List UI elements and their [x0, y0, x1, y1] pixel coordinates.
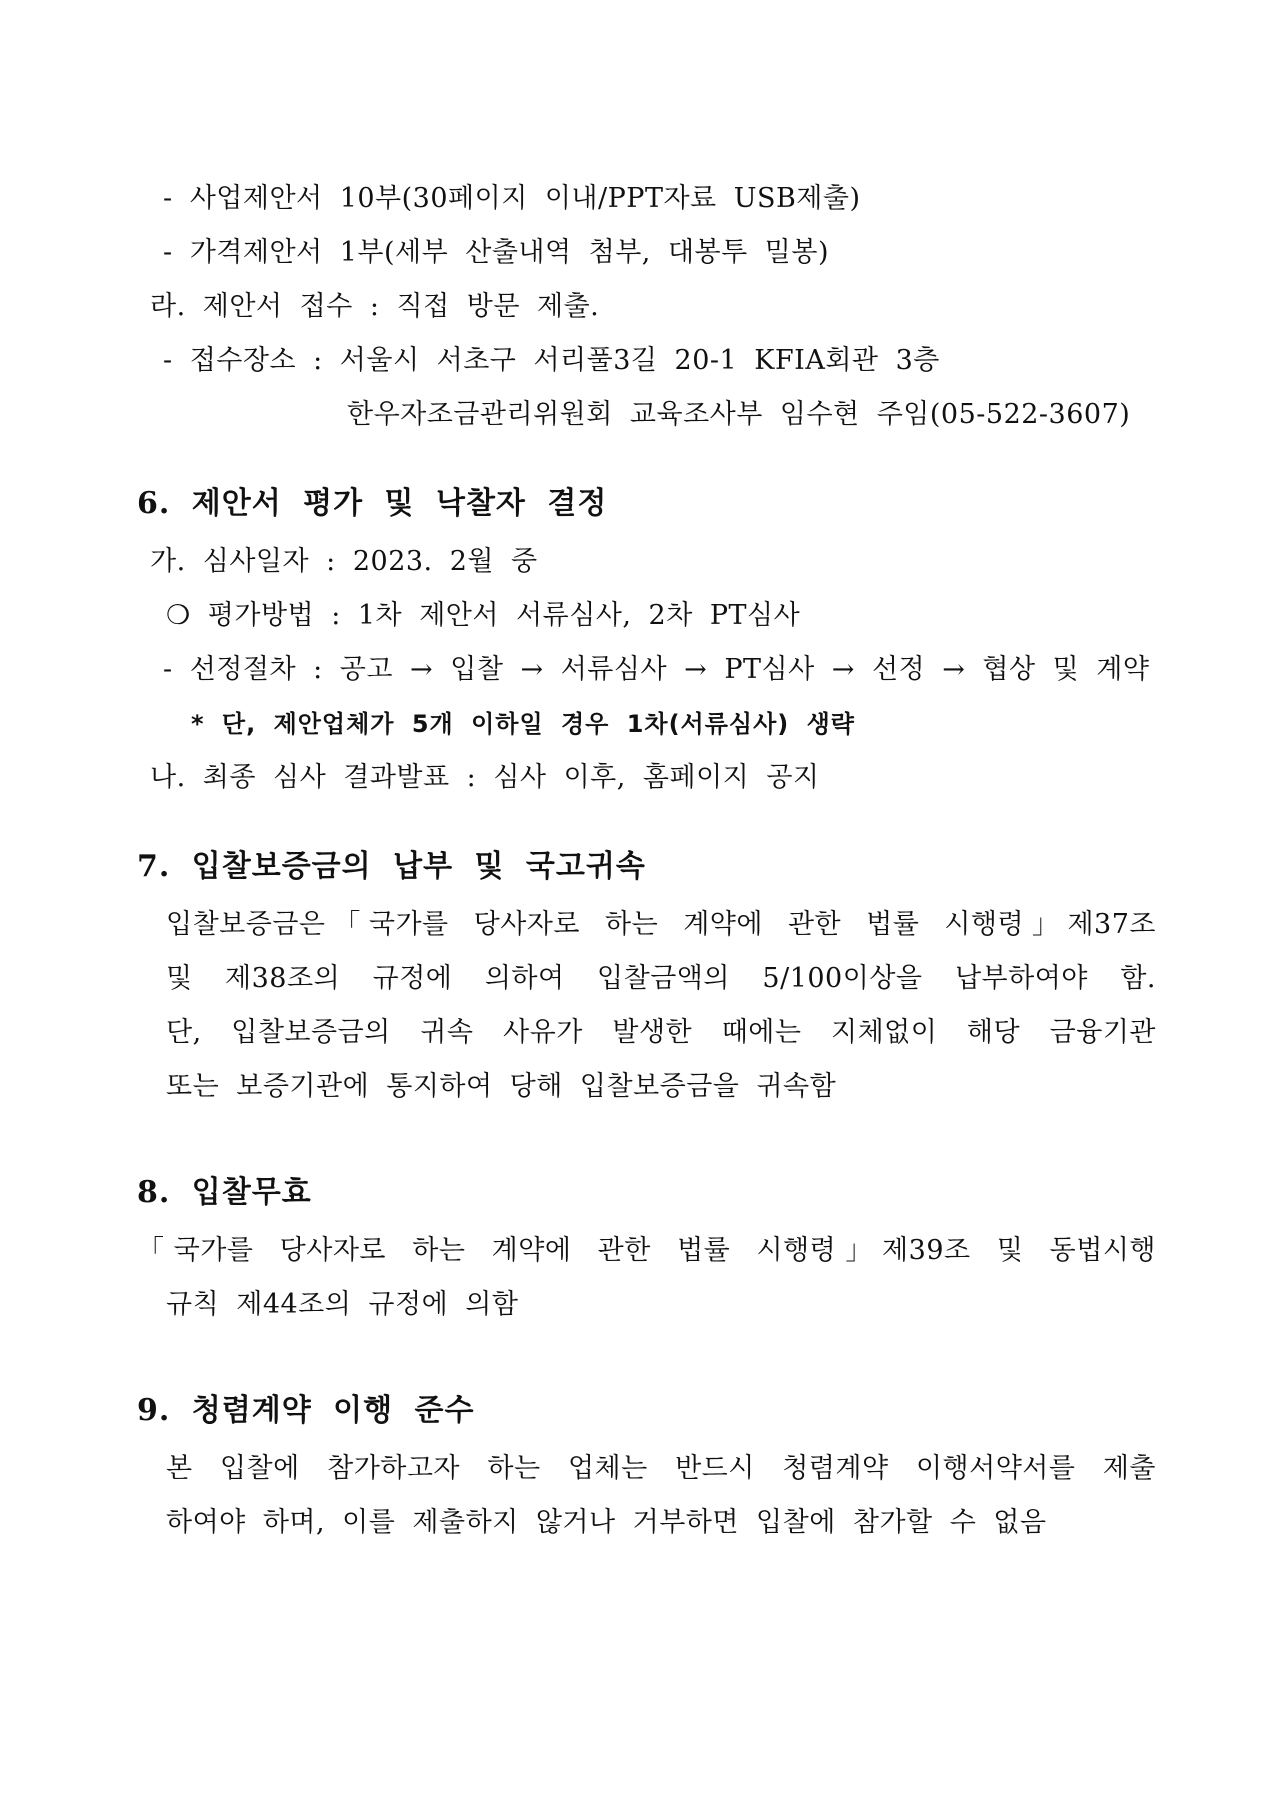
submission-location: - 접수장소 : 서울시 서초구 서리풀3길 20-1 KFIA회관 3층	[163, 345, 940, 376]
selection-procedure: - 선정절차 : 공고 → 입찰 → 서류심사 → PT심사 → 선정 → 협상 및 계약	[163, 654, 1150, 685]
section-7-line-3: 단, 입찰보증금의 귀속 사유가 발생한 때에는 지체없이 해당 금융기관	[166, 1017, 1156, 1048]
section-7-heading: 7. 입찰보증금의 납부 및 국고귀속	[137, 849, 646, 884]
section-8-line-1: 「국가를 당사자로 하는 계약에 관한 법률 시행령」제39조 및 동법시행	[137, 1235, 1156, 1266]
contact-person: 한우자조금관리위원회 교육조사부 임수현 주임(05-522-3607)	[347, 399, 1131, 430]
section-9-heading: 9. 청렴계약 이행 준수	[137, 1393, 475, 1428]
section-7-line-1: 입찰보증금은「국가를 당사자로 하는 계약에 관한 법률 시행령」제37조	[166, 909, 1156, 940]
price-proposal-item: - 가격제안서 1부(세부 산출내역 첨부, 대봉투 밀봉)	[163, 237, 830, 268]
section-7-line-4: 또는 보증기관에 통지하여 당해 입찰보증금을 귀속함	[166, 1071, 837, 1102]
section-9-line-2: 하여야 하며, 이를 제출하지 않거나 거부하면 입찰에 참가할 수 없음	[166, 1507, 1047, 1538]
submission-method: 라. 제안서 접수 : 직접 방문 제출.	[150, 291, 600, 322]
proposal-copies-item: - 사업제안서 10부(30페이지 이내/PPT자료 USB제출)	[163, 183, 861, 214]
procedure-note: * 단, 제안업체가 5개 이하일 경우 1차(서류심사) 생략	[191, 710, 855, 738]
review-date: 가. 심사일자 : 2023. 2월 중	[150, 546, 538, 577]
result-announcement: 나. 최종 심사 결과발표 : 심사 이후, 홈페이지 공지	[150, 762, 820, 793]
evaluation-method: ❍ 평가방법 : 1차 제안서 서류심사, 2차 PT심사	[166, 600, 801, 631]
section-9-line-1: 본 입찰에 참가하고자 하는 업체는 반드시 청렴계약 이행서약서를 제출	[166, 1453, 1156, 1484]
section-8-heading: 8. 입찰무효	[137, 1175, 312, 1210]
section-8-line-2: 규칙 제44조의 규정에 의함	[166, 1289, 519, 1320]
section-7-line-2: 및 제38조의 규정에 의하여 입찰금액의 5/100이상을 납부하여야 함.	[166, 963, 1156, 994]
section-6-heading: 6. 제안서 평가 및 낙찰자 결정	[137, 486, 608, 521]
